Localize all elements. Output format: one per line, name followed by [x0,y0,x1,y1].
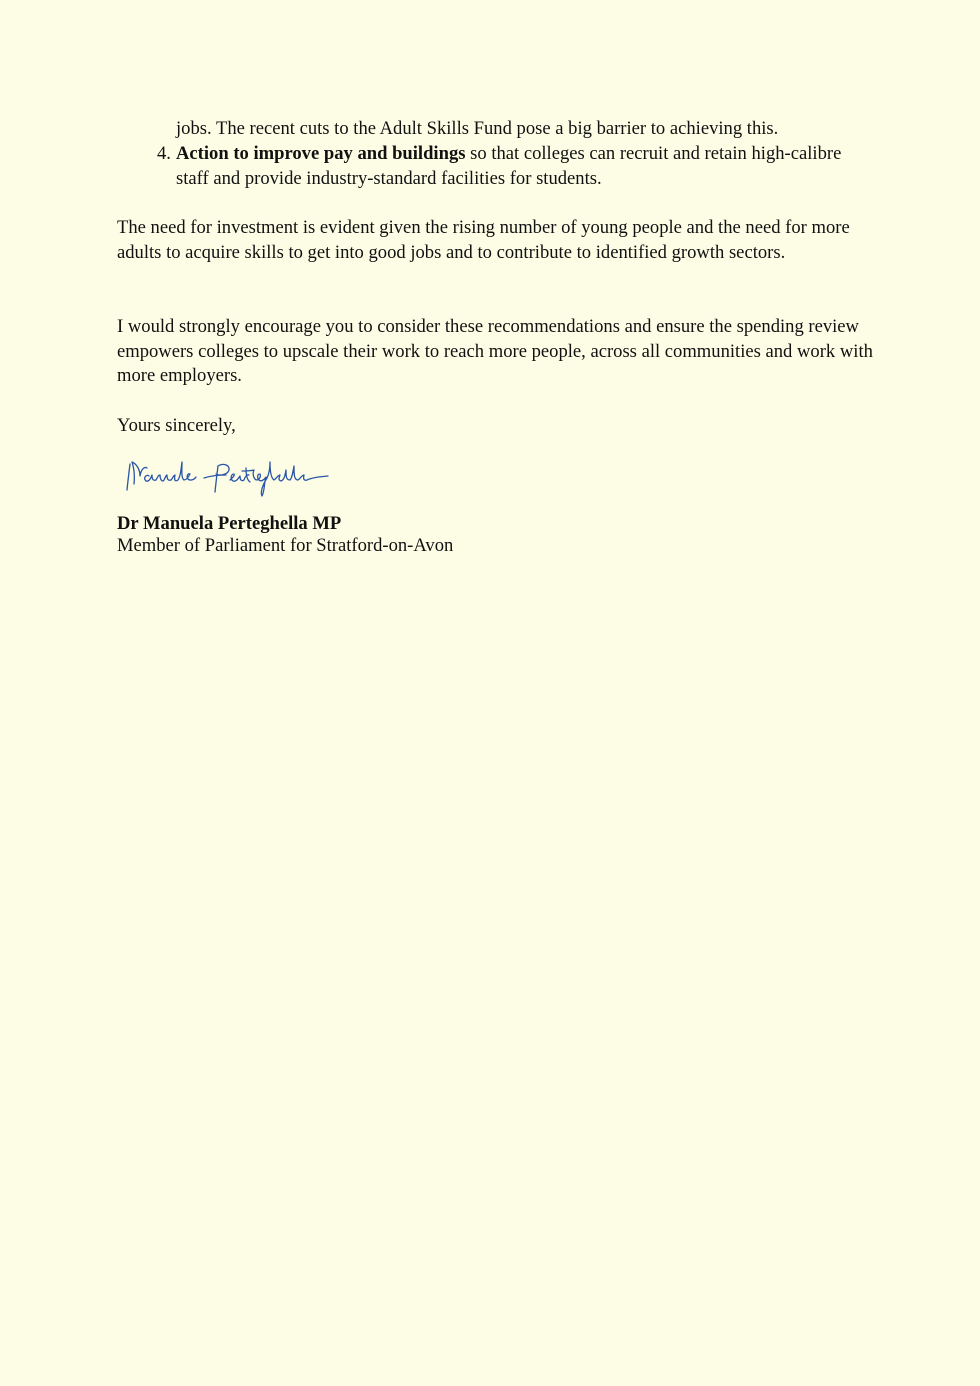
paragraph-investment: The need for investment is evident given the rising number of young people and the need for more adults to acquire skills to get into good jobs and to contribute to identified growth sectors. [117,217,850,263]
signatory-role: Member of Parliament for Stratford-on-Avon [117,535,454,556]
list-item-body [176,142,846,191]
list-item-text: so that colleges can recruit and retain high-calibre staff and provide industry-standard facilities for students. [176,143,842,189]
closing-salutation: Yours sincerely, [117,415,236,436]
paragraph-encouragement: I would strongly encourage you to consider these recommendations and ensure the spending review empowers colleges to upscale their work to reach more people, across all communities and work with more employers. [117,316,873,387]
handwritten-signature [118,440,358,506]
list-item-bold-lead: Action to improve pay and buildings [176,143,466,164]
list-item-3-continuation: jobs. The recent cuts to the Adult Skills Fund pose a big barrier to achieving this. [176,118,779,139]
list-item-number: 4. [157,143,171,164]
signatory-name: Dr Manuela Perteghella MP [117,513,342,534]
